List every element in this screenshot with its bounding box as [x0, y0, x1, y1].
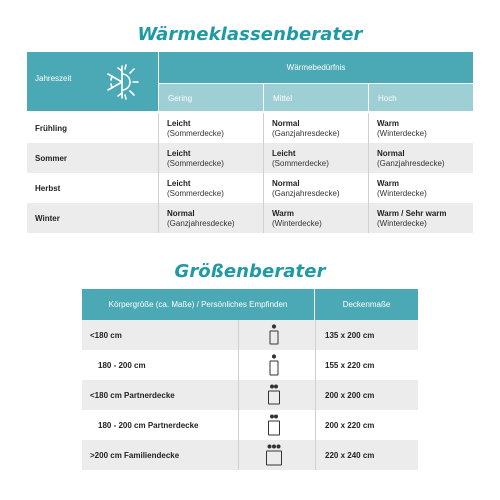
table-row [82, 320, 418, 350]
blanket-size: 135 x 200 cm [325, 331, 375, 340]
blanket-size: 200 x 220 cm [325, 421, 375, 430]
warmth-cell: Warm (Winterdecke) [377, 179, 427, 198]
warmth-table [27, 52, 473, 238]
warmth-cell: Leicht (Sommerdecke) [167, 179, 224, 198]
subheader-low-label: Gering [168, 94, 193, 103]
subheader-mid [263, 83, 368, 111]
warmth-cell: Normal (Ganzjahresdecke) [167, 209, 235, 228]
warmth-cell: Leicht (Sommerdecke) [272, 149, 329, 168]
blanket-size: 200 x 200 cm [325, 391, 375, 400]
size-header-left-label: Körpergröße (ca. Maße) / Persönliches Empfinden [108, 300, 288, 309]
season-label: Frühling [35, 124, 67, 133]
subheader-high-label: Hoch [378, 94, 397, 103]
table-row [27, 203, 473, 233]
subheader-mid-label: Mittel [273, 94, 293, 103]
blanket-family-icon [265, 443, 283, 467]
blanket-persons-icon [267, 413, 281, 437]
size-header-left [82, 289, 314, 320]
need-header [158, 52, 473, 83]
size-table [82, 289, 418, 471]
size-header-right-label: Deckenmaße [342, 300, 391, 309]
season-header [27, 52, 158, 111]
subheader-low [158, 83, 263, 111]
table-row [82, 410, 418, 440]
size-header-right [315, 289, 418, 320]
season-label: Herbst [35, 184, 61, 193]
warmth-cell: Normal (Ganzjahresdecke) [377, 149, 445, 168]
size-row-label: <180 cm [90, 331, 122, 340]
blanket-person-icon [267, 323, 281, 347]
size-row-label: 180 - 200 cm [98, 361, 146, 370]
blanket-person-icon [267, 353, 281, 377]
warmth-title: Wärmeklassenberater [137, 24, 363, 45]
table-row [82, 380, 418, 410]
warmth-cell: Warm (Winterdecke) [272, 209, 322, 228]
need-header-label: Wärmebedürfnis [286, 63, 346, 72]
table-row [27, 143, 473, 173]
subheader-high [368, 83, 473, 111]
size-title: Größenberater [174, 261, 326, 282]
warmth-cell: Normal (Ganzjahresdecke) [272, 119, 340, 138]
table-row [82, 350, 418, 380]
blanket-persons-icon [267, 383, 281, 407]
table-row [27, 113, 473, 143]
table-row [27, 173, 473, 203]
table-row [82, 440, 418, 470]
warmth-cell: Leicht (Sommerdecke) [167, 119, 224, 138]
warmth-cell: Leicht (Sommerdecke) [167, 149, 224, 168]
season-label: Sommer [35, 154, 68, 163]
warmth-cell: Warm (Winterdecke) [377, 119, 427, 138]
size-row-label: 180 - 200 cm Partnerdecke [98, 421, 199, 430]
warmth-cell: Normal (Ganzjahresdecke) [272, 179, 340, 198]
blanket-size: 155 x 220 cm [325, 361, 375, 370]
season-label: Winter [35, 214, 60, 223]
season-header-label: Jahreszeit [35, 74, 72, 83]
blanket-size: 220 x 240 cm [325, 451, 375, 460]
size-row-label: >200 cm Familiendecke [90, 451, 180, 460]
sun-snowflake-icon [102, 62, 142, 102]
size-row-label: <180 cm Partnerdecke [90, 391, 175, 400]
warmth-cell: Warm / Sehr warm (Winterdecke) [377, 209, 447, 228]
